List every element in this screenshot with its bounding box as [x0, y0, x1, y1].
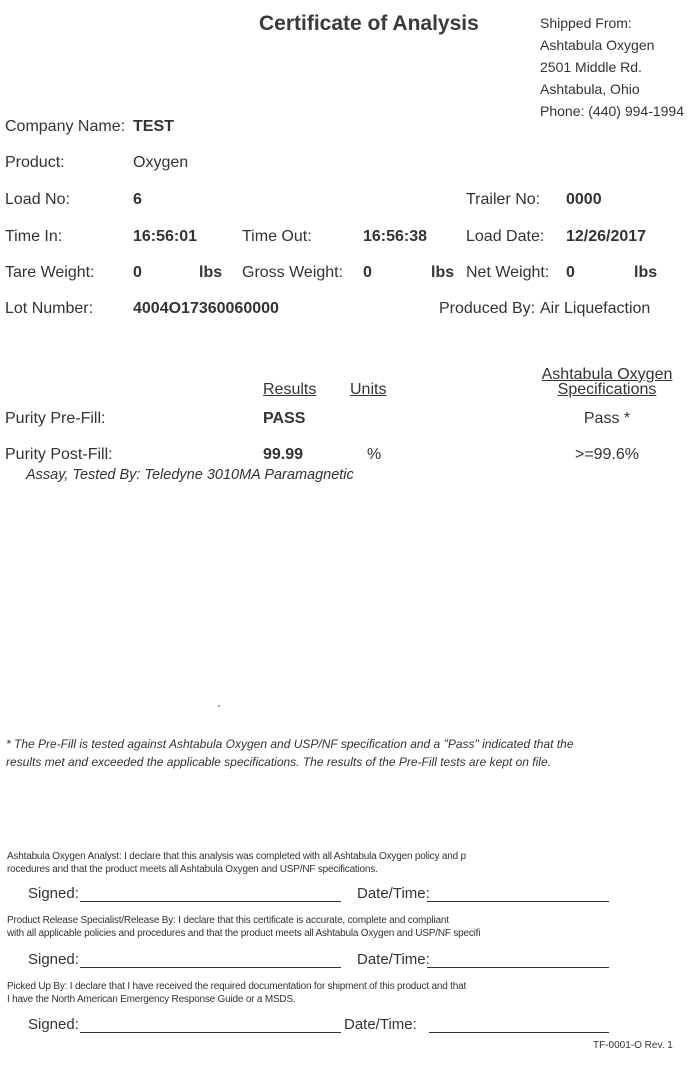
load-date-label: Load Date: — [466, 228, 545, 245]
gross-weight-label: Gross Weight: — [242, 264, 344, 281]
company-name-value: TEST — [133, 118, 174, 135]
net-weight-value: 0 — [566, 264, 575, 281]
tare-weight-label: Tare Weight: — [5, 264, 95, 281]
datetime-line[interactable] — [429, 1032, 609, 1033]
load-date-value: 12/26/2017 — [566, 228, 647, 245]
lot-number-value: 4004O17360060000 — [133, 300, 279, 317]
tare-weight-value: 0 — [133, 264, 142, 281]
table-row-unit: % — [367, 446, 382, 463]
time-out-label: Time Out: — [242, 228, 312, 245]
table-row-label: Purity Pre-Fill: — [5, 410, 106, 427]
time-in-label: Time In: — [5, 228, 63, 245]
results-column-header: Results — [263, 381, 317, 398]
footnote-line-1: * The Pre-Fill is tested against Ashtabula Oxygen and USP/NF specification and a "Pass" indicated that the — [6, 737, 574, 751]
table-row-spec: Pass * — [583, 410, 631, 427]
load-no-value: 6 — [133, 191, 142, 208]
signed-label: Signed: — [28, 951, 79, 968]
footnote — [6, 735, 574, 771]
document-title: Certificate of Analysis — [259, 12, 479, 35]
trailer-no-value: 0000 — [566, 191, 602, 208]
declaration-line-1: Ashtabula Oxygen Analyst: I declare that this analysis was completed with all Ashtabula Oxygen policy and p — [7, 851, 466, 862]
table-row-result: 99.99 — [263, 446, 304, 463]
signed-label: Signed: — [28, 885, 79, 902]
net-weight-unit: lbs — [634, 264, 658, 281]
shipped-from-label: Shipped From: — [540, 15, 632, 31]
shipper-street: 2501 Middle Rd. — [540, 59, 642, 75]
company-name-label: Company Name: — [5, 118, 126, 135]
produced-by-label: Produced By: — [439, 300, 536, 317]
table-row-result: PASS — [263, 410, 306, 427]
trailer-no-label: Trailer No: — [466, 191, 541, 208]
shipper-name: Ashtabula Oxygen — [540, 37, 655, 53]
datetime-line[interactable] — [427, 967, 609, 968]
signature-line[interactable] — [80, 1032, 341, 1033]
scan-speck — [218, 705, 220, 707]
tare-weight-unit: lbs — [199, 264, 223, 281]
signature-line[interactable] — [80, 901, 341, 902]
release-declaration — [7, 914, 480, 940]
footnote-line-2: results met and exceeded the applicable specifications. The results of the Pre-Fill tests are kept on file. — [6, 755, 551, 769]
product-value: Oxygen — [133, 154, 189, 171]
load-no-label: Load No: — [5, 191, 70, 208]
declaration-line-2: I have the North American Emergency Response Guide or a MSDS. — [7, 994, 296, 1005]
assay-note: Assay, Tested By: Teledyne 3010MA Paramagnetic — [26, 467, 354, 483]
table-row-spec: >=99.6% — [574, 446, 640, 463]
shipper-phone: Phone: (440) 994-1994 — [540, 103, 684, 119]
time-in-value: 16:56:01 — [133, 228, 198, 245]
net-weight-label: Net Weight: — [466, 264, 550, 281]
shipper-city: Ashtabula, Ohio — [540, 81, 640, 97]
datetime-line[interactable] — [427, 901, 609, 902]
declaration-line-1: Picked Up By: I declare that I have received the required documentation for shipment of this product and that — [7, 981, 467, 992]
produced-by-value: Air Liquefaction — [540, 300, 651, 317]
signature-line[interactable] — [80, 967, 341, 968]
gross-weight-unit: lbs — [431, 264, 455, 281]
datetime-label: Date/Time: — [357, 885, 430, 902]
datetime-label: Date/Time: — [344, 1016, 417, 1033]
spec-column-header-line1: Ashtabula Oxygen — [541, 366, 673, 383]
time-out-value: 16:56:38 — [363, 228, 428, 245]
signed-label: Signed: — [28, 1016, 79, 1033]
product-label: Product: — [5, 154, 65, 171]
spec-column-header-line2: Specifications — [557, 381, 657, 398]
declaration-line-1: Product Release Specialist/Release By: I declare that this certificate is accurate, complete and compliant — [7, 915, 449, 926]
datetime-label: Date/Time: — [357, 951, 430, 968]
gross-weight-value: 0 — [363, 264, 372, 281]
declaration-line-2: rocedures and that the product meets all Ashtabula Oxygen and USP/NF specifications. — [7, 864, 378, 875]
shipped-from-block — [540, 12, 684, 122]
pickup-declaration — [7, 980, 466, 1006]
analyst-declaration — [7, 850, 466, 876]
form-id: TF-0001-O Rev. 1 — [593, 1040, 673, 1051]
table-row-label: Purity Post-Fill: — [5, 446, 113, 463]
lot-number-label: Lot Number: — [5, 300, 94, 317]
units-column-header: Units — [350, 381, 387, 398]
declaration-line-2: with all applicable policies and procedures and that the product meets all Ashtabula Oxygen and USP/NF specifi — [7, 928, 481, 939]
